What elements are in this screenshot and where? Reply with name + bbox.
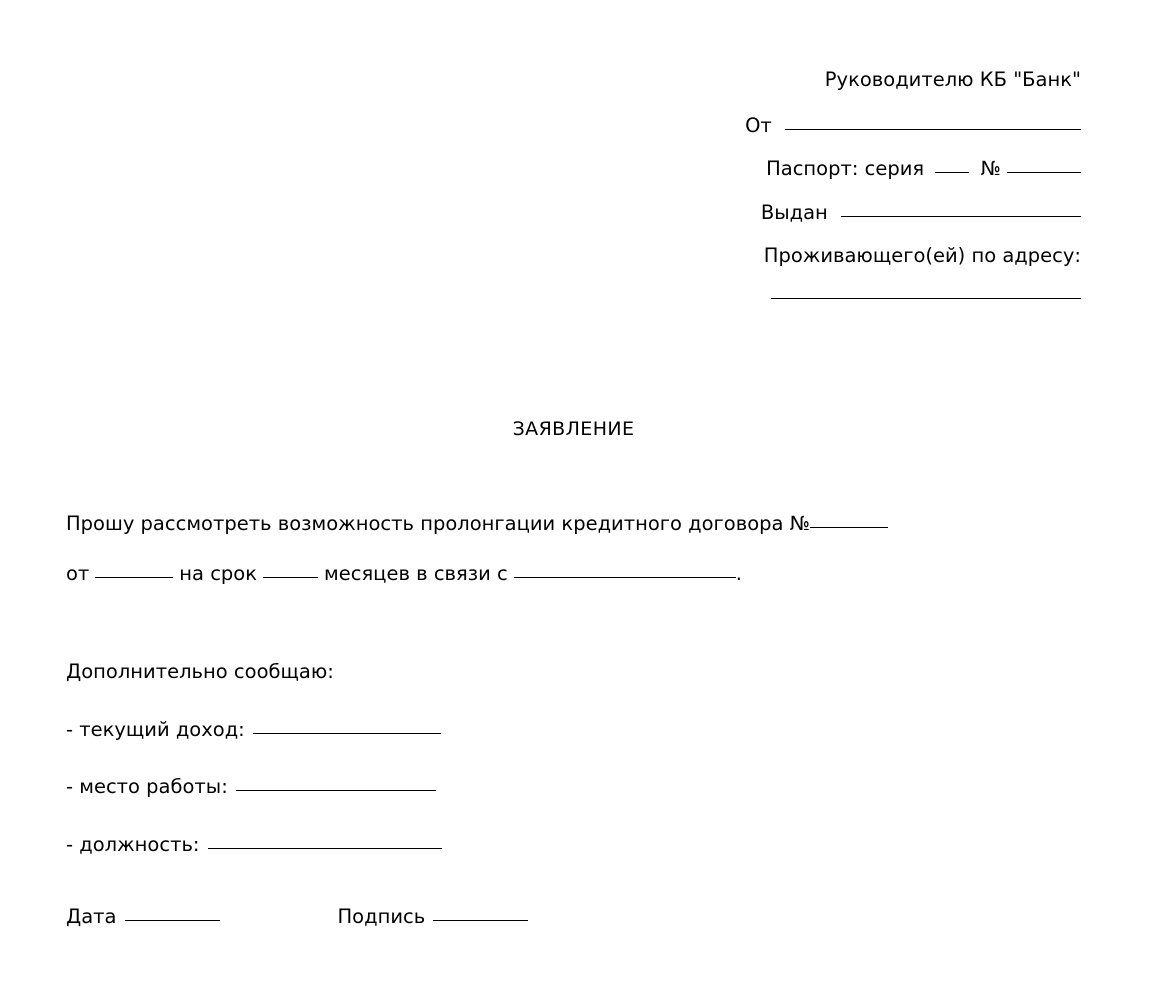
- passport-number-blank-field[interactable]: [1007, 172, 1081, 173]
- issued-blank-field[interactable]: [841, 216, 1081, 217]
- reason-blank-field[interactable]: [514, 577, 736, 578]
- date-label: Дата: [66, 905, 117, 928]
- prolongation-request-text: Прошу рассмотреть возможность пролонгации кредитного договора №: [66, 512, 810, 535]
- contract-date-label: от: [66, 561, 90, 585]
- address-label: Проживающего(ей) по адресу:: [763, 244, 1081, 267]
- term-label: на срок: [179, 561, 258, 585]
- signature-label: Подпись: [337, 905, 426, 928]
- term-blank-field[interactable]: [263, 577, 318, 578]
- recipient-line: Руководителю КБ "Банк": [824, 68, 1081, 91]
- from-line: [600, 113, 1081, 137]
- income-label: - текущий доход:: [66, 717, 245, 741]
- address-blank-field[interactable]: [771, 298, 1081, 299]
- from-blank-field[interactable]: [785, 129, 1081, 130]
- contract-number-blank-field[interactable]: [810, 527, 888, 528]
- signature-group: [338, 905, 529, 928]
- employer-label: - место работы:: [66, 775, 228, 798]
- signature-blank-field[interactable]: [433, 920, 528, 921]
- date-blank-field[interactable]: [125, 920, 220, 921]
- reason-label: месяцев в связи с: [324, 561, 508, 585]
- sentence-period: .: [735, 561, 742, 585]
- contract-date-blank-field[interactable]: [95, 577, 173, 578]
- body-line-2: [66, 561, 1086, 585]
- employer-line: [66, 777, 966, 797]
- addressee-block: [600, 70, 1081, 301]
- passport-series-label: Паспорт: серия: [766, 157, 925, 180]
- issued-label: Выдан: [760, 200, 828, 224]
- income-blank-field[interactable]: [253, 733, 441, 734]
- body-line-1: [66, 514, 1086, 534]
- position-blank-field[interactable]: [208, 848, 442, 849]
- passport-line: [600, 159, 1081, 179]
- income-line: [66, 717, 966, 741]
- footer-block: [66, 905, 966, 928]
- additional-info-heading: Дополнительно сообщаю:: [66, 660, 334, 683]
- passport-number-label: №: [980, 157, 1001, 180]
- passport-series-blank-field[interactable]: [935, 172, 969, 173]
- position-label: - должность:: [66, 832, 200, 856]
- from-label: От: [745, 113, 772, 137]
- address-line: [600, 300, 1081, 301]
- page-title: ЗАЯВЛЕНИЕ: [512, 418, 635, 440]
- position-line: [66, 832, 966, 856]
- body-block: [66, 514, 1086, 583]
- issued-line: [600, 200, 1081, 224]
- additional-info-block: [66, 662, 966, 854]
- date-group: [66, 905, 220, 928]
- employer-blank-field[interactable]: [236, 790, 436, 791]
